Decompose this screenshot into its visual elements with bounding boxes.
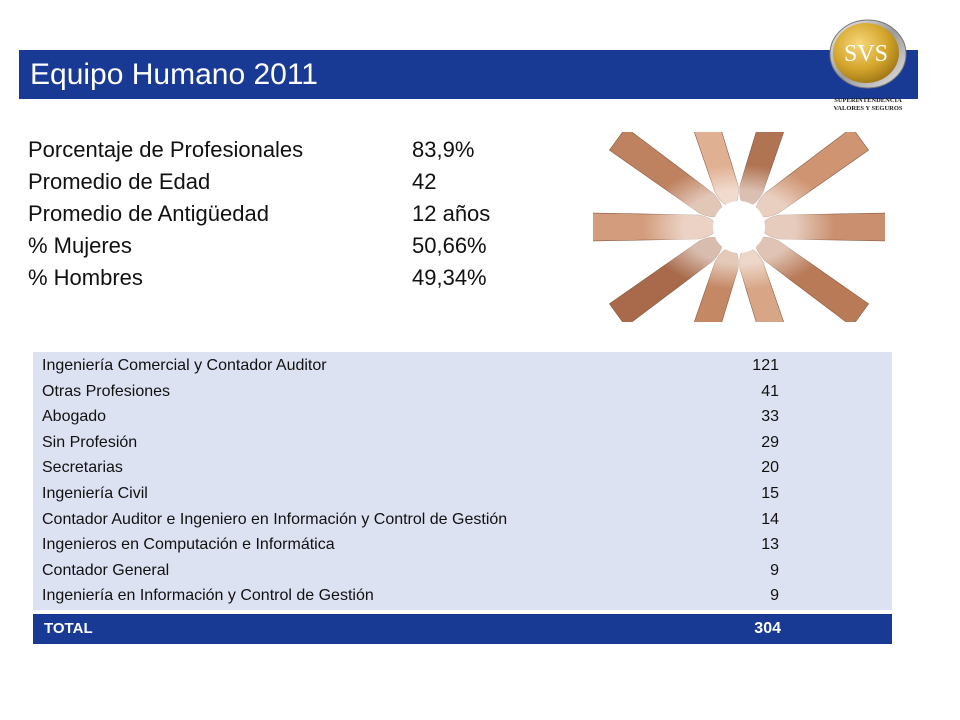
table-cell-value: 9 xyxy=(770,587,779,605)
title-bar xyxy=(19,50,918,99)
stat-label: % Hombres xyxy=(28,265,143,290)
professions-table xyxy=(33,352,892,610)
stat-row xyxy=(28,198,588,230)
stat-value: 50,66% xyxy=(412,233,487,258)
svs-logo-icon xyxy=(822,16,914,96)
table-row xyxy=(33,507,892,533)
hands-circle-photo xyxy=(593,132,885,322)
total-row xyxy=(33,614,892,644)
table-row xyxy=(33,404,892,430)
stat-value: 83,9% xyxy=(412,137,475,162)
table-cell-name: Ingenieros en Computación e Informática xyxy=(42,536,335,554)
table-row xyxy=(33,379,892,405)
stat-value: 49,34% xyxy=(412,265,487,290)
table-cell-value: 33 xyxy=(761,408,779,426)
table-row xyxy=(33,532,892,558)
stat-label: % Mujeres xyxy=(28,233,132,258)
table-cell-name: Ingeniería Civil xyxy=(42,485,148,502)
stat-row xyxy=(28,166,588,198)
table-cell-value: 9 xyxy=(770,561,779,579)
stat-label: Promedio de Edad xyxy=(28,169,211,194)
table-cell-value: 15 xyxy=(761,485,779,502)
table-cell-name: Secretarias xyxy=(42,459,123,477)
table-cell-value: 29 xyxy=(761,433,779,451)
table-cell-name: Contador Auditor e Ingeniero en Información y Control de Gestión xyxy=(42,510,508,528)
table-cell-name: Ingeniería en Información y Control de Gestión xyxy=(42,587,374,605)
table-row xyxy=(33,353,892,379)
table-cell-name: Sin Profesión xyxy=(42,433,138,451)
logo-text: SVS xyxy=(843,41,889,67)
stat-label: Promedio de Antigüedad xyxy=(28,201,269,226)
logo-caption xyxy=(822,97,914,113)
logo-caption-line2: VALORES Y SEGUROS xyxy=(833,105,903,112)
table-row xyxy=(33,583,892,609)
table-cell-value: 121 xyxy=(752,357,779,374)
table-cell-name: Otras Profesiones xyxy=(42,382,171,400)
page-title: Equipo Humano 2011 xyxy=(30,58,318,91)
logo-caption-line1: SUPERINTENDENCIA xyxy=(834,97,902,104)
table-row xyxy=(33,558,892,584)
table-cell-name: Ingeniería Comercial y Contador Auditor xyxy=(42,357,327,374)
table-row xyxy=(33,455,892,481)
stat-row xyxy=(28,230,588,262)
stat-row xyxy=(28,262,588,294)
table-cell-value: 20 xyxy=(761,459,779,477)
total-value: 304 xyxy=(754,620,781,637)
table-row xyxy=(33,481,892,507)
hands-circle-icon xyxy=(593,132,885,322)
total-label: TOTAL xyxy=(44,620,93,637)
stat-label: Porcentaje de Profesionales xyxy=(28,137,304,162)
svs-logo xyxy=(822,16,914,116)
stat-value: 12 años xyxy=(412,201,491,226)
table-cell-value: 41 xyxy=(761,382,779,400)
table-cell-value: 14 xyxy=(761,510,779,528)
table-cell-value: 13 xyxy=(761,536,779,554)
stat-row xyxy=(28,134,588,166)
stat-value: 42 xyxy=(412,169,437,194)
table-cell-name: Abogado xyxy=(42,408,107,426)
table-row xyxy=(33,430,892,456)
stats-list xyxy=(28,134,588,294)
table-cell-name: Contador General xyxy=(42,561,170,579)
